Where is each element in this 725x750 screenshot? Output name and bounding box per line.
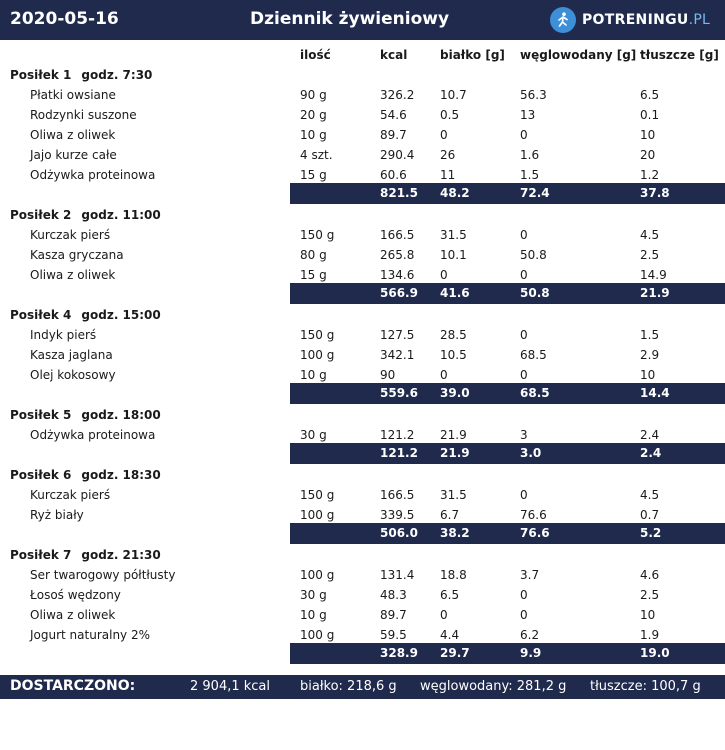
footer-kcal: 2 904,1 kcal bbox=[190, 679, 271, 694]
food-row bbox=[0, 505, 725, 525]
food-row bbox=[0, 365, 725, 385]
total-fat: 5.2 bbox=[640, 526, 662, 540]
food-kcal: 290.4 bbox=[380, 148, 415, 162]
meal-header bbox=[10, 548, 161, 562]
food-name: Odżywka proteinowa bbox=[30, 428, 156, 442]
food-amount: 15 g bbox=[300, 268, 327, 282]
food-name: Jogurt naturalny 2% bbox=[30, 628, 151, 642]
food-amount: 100 g bbox=[300, 348, 335, 362]
food-amount: 90 g bbox=[300, 88, 327, 102]
total-protein: 21.9 bbox=[440, 446, 470, 460]
brand-logo[interactable] bbox=[550, 7, 710, 33]
food-protein: 26 bbox=[440, 148, 456, 162]
food-name: Olej kokosowy bbox=[30, 368, 116, 382]
meal-header bbox=[10, 68, 152, 82]
food-row bbox=[0, 85, 725, 105]
total-fat: 37.8 bbox=[640, 186, 670, 200]
food-amount: 10 g bbox=[300, 368, 327, 382]
food-protein: 18.8 bbox=[440, 568, 467, 582]
food-kcal: 59.5 bbox=[380, 628, 407, 642]
food-fat: 0.1 bbox=[640, 108, 660, 122]
meal-header bbox=[10, 468, 161, 482]
meal-total-row bbox=[290, 283, 725, 304]
food-row bbox=[0, 125, 725, 145]
footer-carbs: węglowodany: 281,2 g bbox=[420, 679, 567, 694]
food-amount: 20 g bbox=[300, 108, 327, 122]
food-row bbox=[0, 605, 725, 625]
brand-name-suffix: .PL bbox=[688, 12, 711, 28]
food-protein: 6.5 bbox=[440, 588, 460, 602]
food-amount: 100 g bbox=[300, 568, 335, 582]
total-kcal: 121.2 bbox=[380, 446, 418, 460]
total-fat: 21.9 bbox=[640, 286, 670, 300]
food-carbs: 0 bbox=[520, 368, 528, 382]
food-carbs: 68.5 bbox=[520, 348, 547, 362]
food-row bbox=[0, 325, 725, 345]
total-fat: 2.4 bbox=[640, 446, 662, 460]
food-row bbox=[0, 245, 725, 265]
meal-time: godz. 7:30 bbox=[81, 68, 153, 82]
meal-total-row bbox=[290, 643, 725, 664]
food-name: Kurczak pierś bbox=[30, 488, 111, 502]
food-protein: 4.4 bbox=[440, 628, 460, 642]
food-fat: 14.9 bbox=[640, 268, 667, 282]
food-carbs: 3 bbox=[520, 428, 528, 442]
food-kcal: 121.2 bbox=[380, 428, 415, 442]
meal-label: Posiłek 7 bbox=[10, 548, 72, 562]
food-protein: 0 bbox=[440, 128, 448, 142]
food-carbs: 1.5 bbox=[520, 168, 540, 182]
meal-header bbox=[10, 408, 161, 422]
food-amount: 30 g bbox=[300, 428, 327, 442]
food-amount: 30 g bbox=[300, 588, 327, 602]
food-name: Indyk pierś bbox=[30, 328, 97, 342]
total-fat: 19.0 bbox=[640, 646, 670, 660]
food-carbs: 0 bbox=[520, 268, 528, 282]
food-fat: 10 bbox=[640, 368, 656, 382]
column-header-carbs: węglowodany [g] bbox=[520, 48, 637, 62]
food-protein: 21.9 bbox=[440, 428, 467, 442]
meal-total-row bbox=[290, 183, 725, 204]
food-name: Kasza gryczana bbox=[30, 248, 124, 262]
footer-fat: tłuszcze: 100,7 g bbox=[590, 679, 701, 694]
food-protein: 6.7 bbox=[440, 508, 460, 522]
food-name: Oliwa z oliwek bbox=[30, 128, 116, 142]
food-name: Ryż biały bbox=[30, 508, 84, 522]
food-carbs: 0 bbox=[520, 608, 528, 622]
food-kcal: 89.7 bbox=[380, 608, 407, 622]
food-fat: 4.6 bbox=[640, 568, 660, 582]
total-protein: 39.0 bbox=[440, 386, 470, 400]
total-carbs: 68.5 bbox=[520, 386, 550, 400]
food-carbs: 6.2 bbox=[520, 628, 540, 642]
food-row bbox=[0, 345, 725, 365]
total-kcal: 506.0 bbox=[380, 526, 418, 540]
food-kcal: 60.6 bbox=[380, 168, 407, 182]
total-protein: 48.2 bbox=[440, 186, 470, 200]
food-row bbox=[0, 585, 725, 605]
food-name: Płatki owsiane bbox=[30, 88, 116, 102]
food-protein: 31.5 bbox=[440, 228, 467, 242]
food-kcal: 127.5 bbox=[380, 328, 415, 342]
food-carbs: 13 bbox=[520, 108, 536, 122]
food-kcal: 90 bbox=[380, 368, 396, 382]
total-kcal: 821.5 bbox=[380, 186, 418, 200]
column-header-protein: białko [g] bbox=[440, 48, 505, 62]
food-carbs: 50.8 bbox=[520, 248, 547, 262]
food-protein: 10.5 bbox=[440, 348, 467, 362]
total-protein: 29.7 bbox=[440, 646, 470, 660]
food-protein: 0 bbox=[440, 268, 448, 282]
total-fat: 14.4 bbox=[640, 386, 670, 400]
food-fat: 4.5 bbox=[640, 228, 660, 242]
total-carbs: 9.9 bbox=[520, 646, 542, 660]
meal-total-row bbox=[290, 523, 725, 544]
footer-protein: białko: 218,6 g bbox=[300, 679, 397, 694]
food-row bbox=[0, 145, 725, 165]
food-protein: 10.7 bbox=[440, 88, 467, 102]
food-name: Odżywka proteinowa bbox=[30, 168, 156, 182]
meal-total-row bbox=[290, 443, 725, 464]
food-kcal: 326.2 bbox=[380, 88, 415, 102]
food-fat: 1.2 bbox=[640, 168, 660, 182]
food-kcal: 131.4 bbox=[380, 568, 415, 582]
food-fat: 1.5 bbox=[640, 328, 660, 342]
total-kcal: 559.6 bbox=[380, 386, 418, 400]
food-protein: 0.5 bbox=[440, 108, 460, 122]
food-amount: 150 g bbox=[300, 328, 335, 342]
food-kcal: 89.7 bbox=[380, 128, 407, 142]
meal-label: Posiłek 2 bbox=[10, 208, 72, 222]
food-name: Ser twarogowy półtłusty bbox=[30, 568, 176, 582]
page-date: 2020-05-16 bbox=[10, 9, 119, 29]
total-carbs: 72.4 bbox=[520, 186, 550, 200]
runner-icon bbox=[550, 7, 576, 33]
food-fat: 1.9 bbox=[640, 628, 660, 642]
food-row bbox=[0, 625, 725, 645]
food-carbs: 0 bbox=[520, 588, 528, 602]
totals-footer bbox=[0, 675, 725, 699]
food-fat: 10 bbox=[640, 608, 656, 622]
meal-total-row bbox=[290, 383, 725, 404]
food-amount: 4 szt. bbox=[300, 148, 333, 162]
food-fat: 20 bbox=[640, 148, 656, 162]
food-fat: 4.5 bbox=[640, 488, 660, 502]
food-protein: 11 bbox=[440, 168, 456, 182]
food-kcal: 265.8 bbox=[380, 248, 415, 262]
food-row bbox=[0, 265, 725, 285]
food-row bbox=[0, 225, 725, 245]
meal-time: godz. 15:00 bbox=[81, 308, 161, 322]
meal-header bbox=[10, 208, 161, 222]
food-protein: 28.5 bbox=[440, 328, 467, 342]
page-title: Dziennik żywieniowy bbox=[250, 9, 450, 29]
food-name: Oliwa z oliwek bbox=[30, 608, 116, 622]
food-carbs: 0 bbox=[520, 328, 528, 342]
food-name: Łosoś wędzony bbox=[30, 588, 121, 602]
food-fat: 2.9 bbox=[640, 348, 660, 362]
food-amount: 15 g bbox=[300, 168, 327, 182]
food-protein: 0 bbox=[440, 608, 448, 622]
food-name: Oliwa z oliwek bbox=[30, 268, 116, 282]
food-name: Jajo kurze całe bbox=[30, 148, 117, 162]
total-carbs: 50.8 bbox=[520, 286, 550, 300]
total-carbs: 3.0 bbox=[520, 446, 542, 460]
meal-label: Posiłek 4 bbox=[10, 308, 72, 322]
column-header-amount: ilość bbox=[300, 48, 331, 62]
food-fat: 10 bbox=[640, 128, 656, 142]
food-fat: 6.5 bbox=[640, 88, 660, 102]
food-kcal: 54.6 bbox=[380, 108, 407, 122]
food-row bbox=[0, 165, 725, 185]
food-amount: 10 g bbox=[300, 608, 327, 622]
food-carbs: 3.7 bbox=[520, 568, 540, 582]
food-amount: 100 g bbox=[300, 508, 335, 522]
food-carbs: 0 bbox=[520, 128, 528, 142]
food-carbs: 56.3 bbox=[520, 88, 547, 102]
total-carbs: 76.6 bbox=[520, 526, 550, 540]
food-fat: 2.5 bbox=[640, 588, 660, 602]
page-header bbox=[0, 0, 725, 40]
food-row bbox=[0, 105, 725, 125]
food-amount: 150 g bbox=[300, 228, 335, 242]
food-carbs: 1.6 bbox=[520, 148, 540, 162]
food-protein: 31.5 bbox=[440, 488, 467, 502]
food-protein: 10.1 bbox=[440, 248, 467, 262]
food-name: Rodzynki suszone bbox=[30, 108, 137, 122]
brand-name bbox=[582, 12, 710, 28]
food-amount: 150 g bbox=[300, 488, 335, 502]
food-fat: 0.7 bbox=[640, 508, 660, 522]
food-carbs: 0 bbox=[520, 488, 528, 502]
food-protein: 0 bbox=[440, 368, 448, 382]
food-amount: 80 g bbox=[300, 248, 327, 262]
food-kcal: 48.3 bbox=[380, 588, 407, 602]
food-fat: 2.5 bbox=[640, 248, 660, 262]
footer-label: DOSTARCZONO: bbox=[10, 678, 136, 694]
food-carbs: 76.6 bbox=[520, 508, 547, 522]
food-kcal: 339.5 bbox=[380, 508, 415, 522]
meal-time: godz. 18:30 bbox=[81, 468, 161, 482]
meal-label: Posiłek 6 bbox=[10, 468, 72, 482]
total-kcal: 566.9 bbox=[380, 286, 418, 300]
food-kcal: 166.5 bbox=[380, 228, 415, 242]
meal-label: Posiłek 5 bbox=[10, 408, 72, 422]
food-amount: 100 g bbox=[300, 628, 335, 642]
food-name: Kasza jaglana bbox=[30, 348, 113, 362]
column-header-kcal: kcal bbox=[380, 48, 408, 62]
food-kcal: 342.1 bbox=[380, 348, 415, 362]
total-protein: 41.6 bbox=[440, 286, 470, 300]
column-header-fat: tłuszcze [g] bbox=[640, 48, 719, 62]
food-kcal: 166.5 bbox=[380, 488, 415, 502]
food-carbs: 0 bbox=[520, 228, 528, 242]
total-protein: 38.2 bbox=[440, 526, 470, 540]
food-row bbox=[0, 485, 725, 505]
food-amount: 10 g bbox=[300, 128, 327, 142]
food-row bbox=[0, 565, 725, 585]
brand-name-main: POTRENINGU bbox=[582, 12, 689, 28]
meal-time: godz. 11:00 bbox=[81, 208, 161, 222]
meal-time: godz. 18:00 bbox=[81, 408, 161, 422]
meal-label: Posiłek 1 bbox=[10, 68, 72, 82]
food-fat: 2.4 bbox=[640, 428, 660, 442]
food-name: Kurczak pierś bbox=[30, 228, 111, 242]
meal-time: godz. 21:30 bbox=[81, 548, 161, 562]
food-row bbox=[0, 425, 725, 445]
meal-header bbox=[10, 308, 161, 322]
total-kcal: 328.9 bbox=[380, 646, 418, 660]
food-kcal: 134.6 bbox=[380, 268, 415, 282]
